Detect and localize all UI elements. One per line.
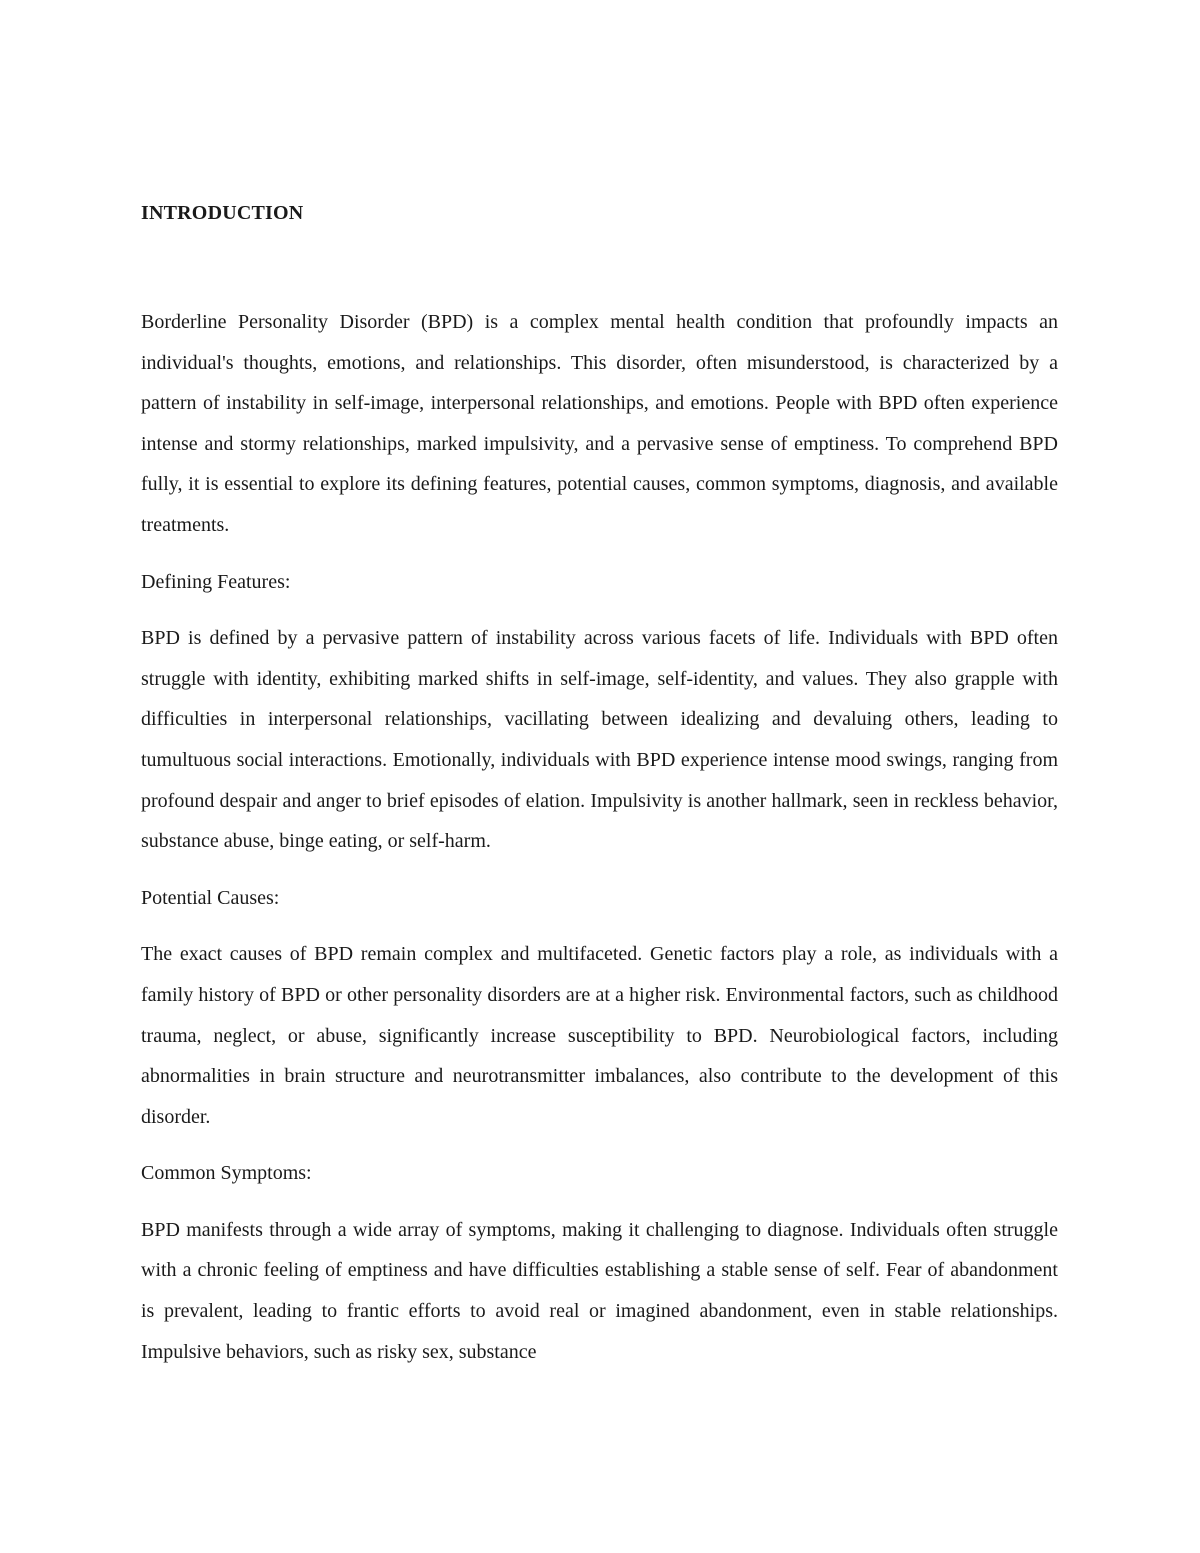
section-title-common-symptoms: Common Symptoms:: [141, 1162, 312, 1185]
page-title: INTRODUCTION: [141, 202, 304, 224]
section-title-potential-causes: Potential Causes:: [141, 886, 280, 909]
section-body-common-symptoms: BPD manifests through a wide array of symptoms, making it challenging to diagnose. Individuals often struggle with a chronic feeling of emptiness and have difficulties establishing a stable sense of self. Fear of abandonment is prevalent, leading to frantic efforts to avoid real or imagined abandonment, even in stable relationships. Impulsive behaviors, such as risky sex, substance: [141, 1218, 1058, 1363]
document-body: [141, 196, 1058, 1388]
section-title-defining-features: Defining Features:: [141, 570, 291, 593]
section-body-defining-features: BPD is defined by a pervasive pattern of instability across various facets of life. Individuals with BPD often struggle with identity, exhibiting marked shifts in self-image, self-identity, and values. They also grapple with difficulties in interpersonal relationships, vacillating between idealizing and devaluing others, leading to tumultuous social interactions. Emotionally, individuals with BPD experience intense mood swings, ranging from profound despair and anger to brief episodes of elation. Impulsivity is another hallmark, seen in reckless behavior, substance abuse, binge eating, or self-harm.: [141, 627, 1058, 853]
section-body-potential-causes: The exact causes of BPD remain complex and multifaceted. Genetic factors play a role, as individuals with a family history of BPD or other personality disorders are at a higher risk. Environmental factors, such as childhood trauma, neglect, or abuse, significantly increase susceptibility to BPD. Neurobiological factors, including abnormalities in brain structure and neurotransmitter imbalances, also contribute to the development of this disorder.: [141, 943, 1058, 1128]
intro-paragraph: Borderline Personality Disorder (BPD) is a complex mental health condition that profoundly impacts an individual's thoughts, emotions, and relationships. This disorder, often misunderstood, is characterized by a pattern of instability in self-image, interpersonal relationships, and emotions. People with BPD often experience intense and stormy relationships, marked impulsivity, and a pervasive sense of emptiness. To comprehend BPD fully, it is essential to explore its defining features, potential causes, common symptoms, diagnosis, and available treatments.: [141, 311, 1058, 536]
